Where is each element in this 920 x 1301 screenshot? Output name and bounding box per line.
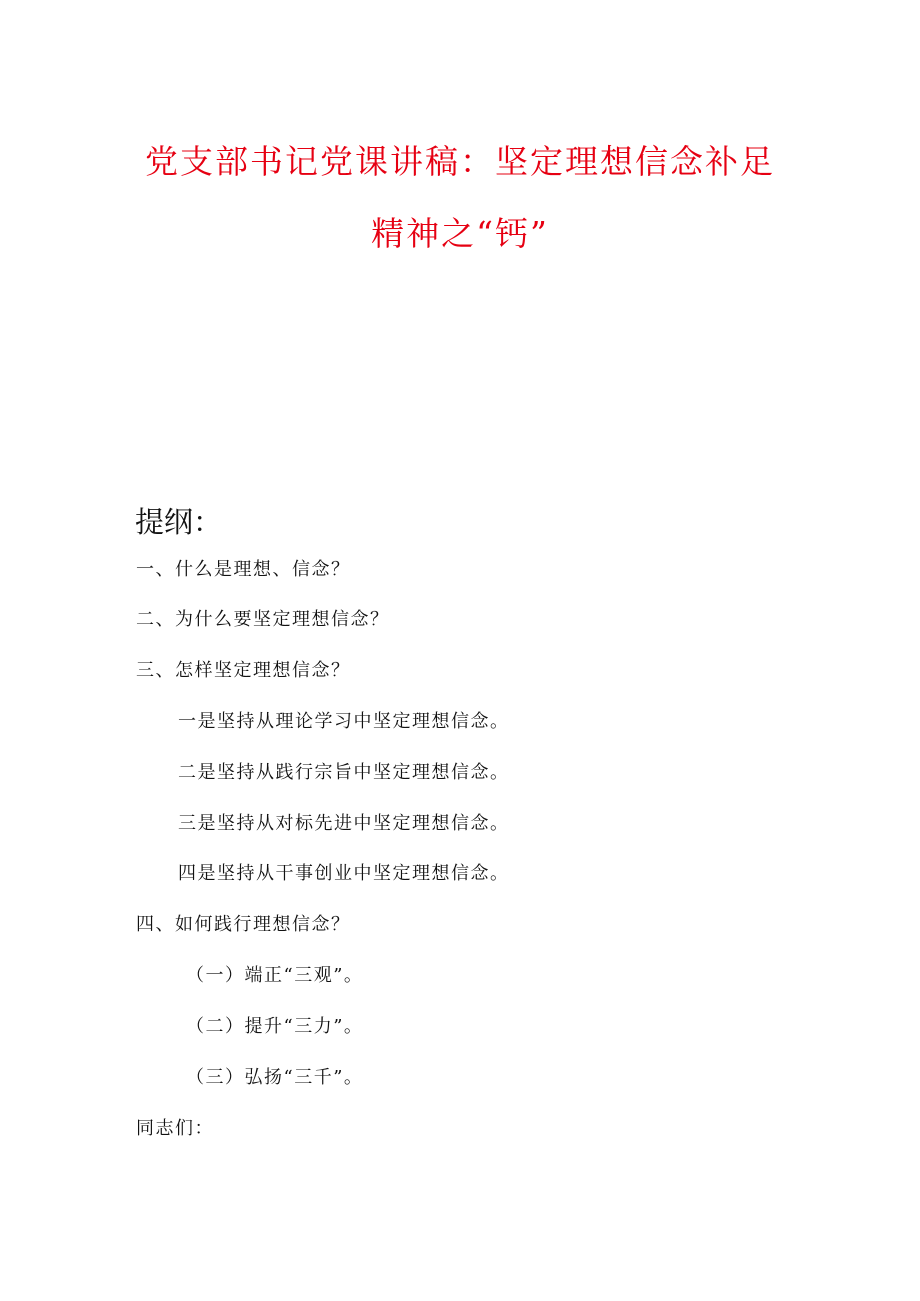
outline-item-3-sub-4: 四是坚持从干事创业中坚定理想信念。 [178, 863, 510, 884]
outline-item-4-sub-3: （三）弘扬“三千”。 [186, 1067, 364, 1088]
outline-heading: 提纲： [135, 505, 223, 539]
outline-item-1: 一、什么是理想、信念？ [136, 559, 351, 580]
document-title-line-2: 精神之“钙” [371, 214, 549, 253]
outline-item-4-sub-2: （二）提升“三力”。 [186, 1016, 364, 1037]
outline-item-4-sub-1: （一）端正“三观”。 [186, 965, 364, 986]
outline-item-3: 三、怎样坚定理想信念？ [136, 660, 351, 681]
outline-item-4: 四、如何践行理想信念？ [136, 914, 351, 935]
outline-item-3-sub-3: 三是坚持从对标先进中坚定理想信念。 [178, 813, 510, 834]
outline-item-3-sub-1: 一是坚持从理论学习中坚定理想信念。 [178, 711, 510, 732]
outline-item-3-sub-2: 二是坚持从践行宗旨中坚定理想信念。 [178, 762, 510, 783]
greeting: 同志们： [136, 1118, 214, 1139]
outline-item-2: 二、为什么要坚定理想信念？ [136, 609, 390, 630]
document-title-line-1: 党支部书记党课讲稿：坚定理想信念补足 [145, 142, 775, 181]
